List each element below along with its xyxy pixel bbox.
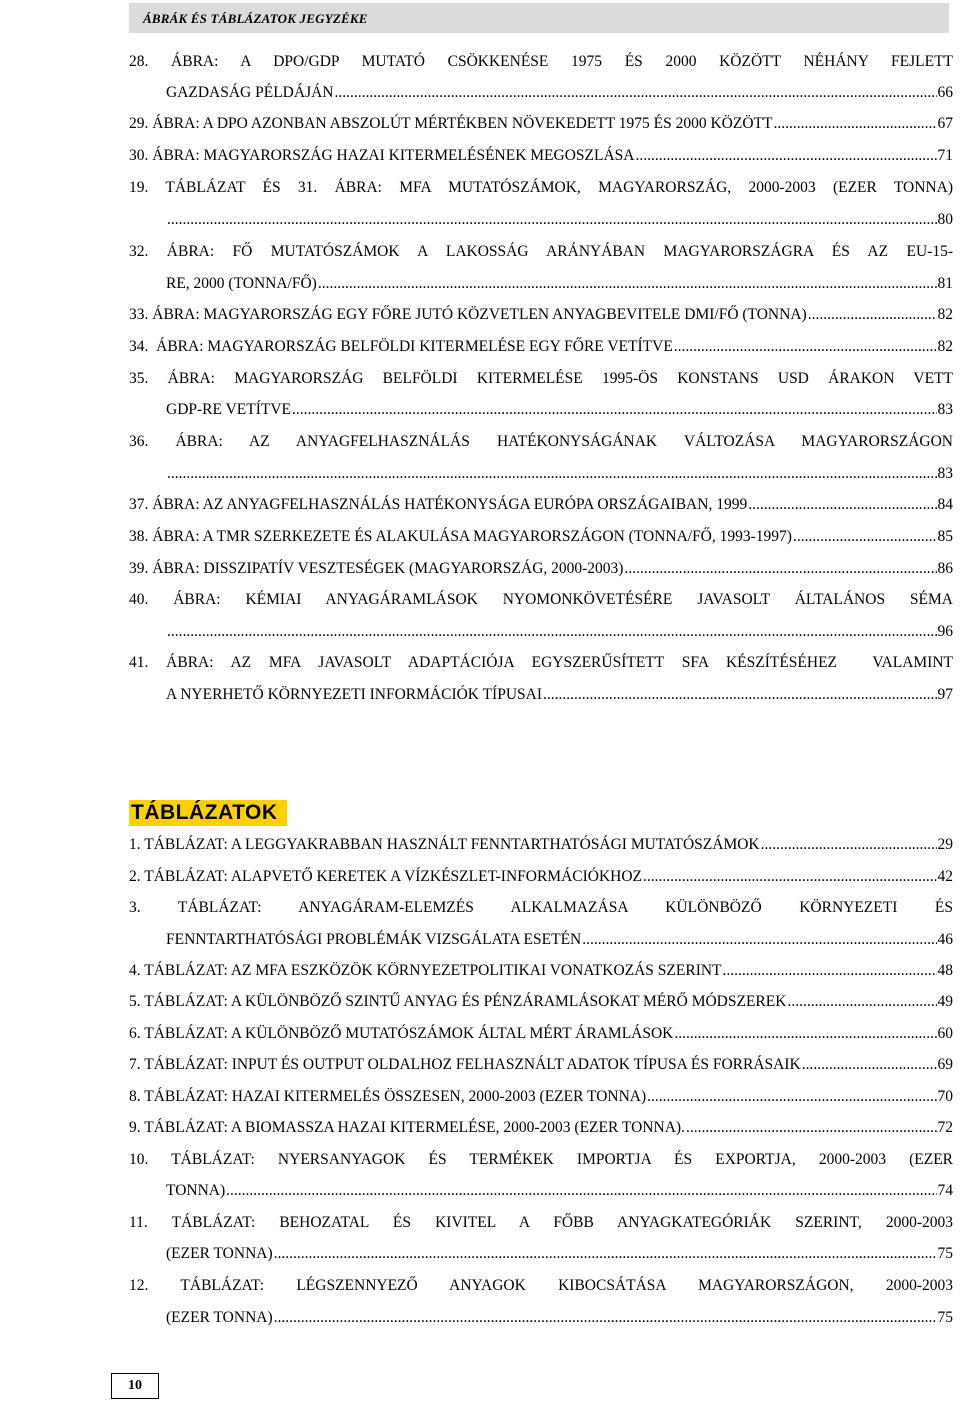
figure-entry-5-cont-text: RE, 2000 (TONNA/FŐ) (166, 275, 317, 292)
page-header (129, 3, 949, 33)
figure-entry-8-text: 35. ÁBRA: MAGYARORSZÁG BELFÖLDI KITERMELÉSE 1995-ÖS KONSTANS USD ÁRAKON VETT (129, 370, 953, 387)
table-entry-8 (129, 1087, 953, 1107)
figure-entry-11-text: 38. ÁBRA: A TMR SZERKEZETE ÉS ALAKULÁSA MAGYARORSZÁGON (TONNA/FŐ, 1993-1997) (129, 528, 792, 545)
figure-entry-10-text: 37. ÁBRA: AZ ANYAGFELHASZNÁLÁS HATÉKONYSÁGA EURÓPA ORSZÁGAIBAN, 1999 (129, 496, 748, 513)
table-entry-5-text: 5. TÁBLÁZAT: A KÜLÖNBÖZŐ SZINTŰ ANYAG ÉS PÉNZÁRAMLÁSOKAT MÉRŐ MÓDSZEREK (129, 993, 787, 1010)
figure-entry-8-cont (166, 400, 953, 420)
table-entry-11-cont-page-number: 75 (937, 1245, 953, 1262)
table-entry-8-page-number: 70 (937, 1088, 953, 1105)
table-entry-3-cont-text: FENNTARTHATÓSÁGI PROBLÉMÁK VIZSGÁLATA ESETÉN (166, 931, 582, 948)
table-entry-2-leader-dots (643, 867, 936, 887)
table-entry-4-text: 4. TÁBLÁZAT: AZ MFA ESZKÖZÖK KÖRNYEZETPOLITIKAI VONATKOZÁS SZERINT (129, 962, 722, 979)
table-entry-2-page-number: 42 (937, 868, 953, 885)
table-entry-10-cont-page-number: 74 (937, 1182, 953, 1199)
table-entry-1-text: 1. TÁBLÁZAT: A LEGGYAKRABBAN HASZNÁLT FENNTARTHATÓSÁGI MUTATÓSZÁMOK (129, 836, 760, 853)
figure-entry-5-cont-leader-dots (318, 274, 937, 294)
figure-entry-6-text: 33. ÁBRA: MAGYARORSZÁG EGY FŐRE JUTÓ KÖZVETLEN ANYAGBEVITELE DMI/FŐ (TONNA) (129, 306, 807, 323)
table-entry-10-cont (166, 1181, 953, 1201)
figure-entry-4-text: 19. TÁBLÁZAT ÉS 31. ÁBRA: MFA MUTATÓSZÁMOK, MAGYARORSZÁG, 2000-2003 (EZER TONNA) (129, 179, 953, 196)
tables-section-title (129, 800, 287, 826)
figure-entry-11-leader-dots (793, 527, 937, 547)
figure-entry-13 (129, 590, 953, 610)
table-entry-9 (129, 1118, 953, 1138)
figure-entry-9-cont-page-number: 83 (937, 465, 953, 482)
figure-entry-7-page-number: 82 (937, 338, 953, 355)
table-entry-2-text: 2. TÁBLÁZAT: ALAPVETŐ KERETEK A VÍZKÉSZLET-INFORMÁCIÓKHOZ (129, 868, 643, 885)
figure-entry-9-cont (166, 464, 953, 484)
table-entry-10-cont-leader-dots (226, 1181, 936, 1201)
table-entry-4-leader-dots (723, 961, 937, 981)
table-entry-6 (129, 1024, 953, 1044)
figure-entry-1-cont (166, 83, 953, 103)
figure-entry-6-page-number: 82 (937, 306, 953, 323)
table-entry-1-leader-dots (761, 835, 937, 855)
table-entry-4-page-number: 48 (937, 962, 953, 979)
figure-entry-10 (129, 495, 953, 515)
table-entry-3 (129, 898, 953, 918)
figure-entry-9-cont-leader-dots (167, 464, 937, 484)
figure-entry-13-cont-page-number: 96 (937, 623, 953, 640)
table-entry-10-text: 10. TÁBLÁZAT: NYERSANYAGOK ÉS TERMÉKEK IMPORTJA ÉS EXPORTJA, 2000-2003 (EZER (129, 1151, 953, 1168)
table-entry-2 (129, 867, 953, 887)
table-entry-8-leader-dots (647, 1087, 936, 1107)
page-number: 10 (111, 1373, 159, 1399)
figure-entry-8-cont-text: GDP-RE VETÍTVE (166, 401, 291, 418)
figure-entry-6 (129, 305, 953, 325)
table-entry-11-cont (166, 1244, 953, 1264)
table-entry-3-cont-page-number: 46 (937, 931, 953, 948)
figure-entry-11 (129, 527, 953, 547)
figure-entry-3 (129, 146, 953, 166)
table-entry-3-text: 3. TÁBLÁZAT: ANYAGÁRAM-ELEMZÉS ALKALMAZÁSA KÜLÖNBÖZŐ KÖRNYEZETI ÉS (129, 899, 953, 916)
table-entry-12-text: 12. TÁBLÁZAT: LÉGSZENNYEZŐ ANYAGOK KIBOCSÁTÁSA MAGYARORSZÁGON, 2000-2003 (129, 1277, 953, 1294)
figure-entry-12-page-number: 86 (937, 560, 953, 577)
table-entry-9-text: 9. TÁBLÁZAT: A BIOMASSZA HAZAI KITERMELÉSE, 2000-2003 (EZER TONNA). (129, 1119, 685, 1136)
figure-entry-14-cont-page-number: 97 (937, 686, 953, 703)
table-entry-1 (129, 835, 953, 855)
table-entry-7-page-number: 69 (937, 1056, 953, 1073)
figure-entry-8-cont-leader-dots (292, 400, 937, 420)
header-title: ÁBRÁK ÉS TÁBLÁZATOK JEGYZÉKE (143, 11, 368, 26)
table-entry-8-text: 8. TÁBLÁZAT: HAZAI KITERMELÉS ÖSSZESEN, 2000-2003 (EZER TONNA) (129, 1088, 647, 1105)
table-entry-11-cont-text: (EZER TONNA) (166, 1245, 273, 1262)
figure-entry-1-cont-page-number: 66 (937, 84, 953, 101)
table-entry-7 (129, 1055, 953, 1075)
figure-entry-3-page-number: 71 (937, 147, 953, 164)
figure-entry-12-text: 39. ÁBRA: DISSZIPATÍV VESZTESÉGEK (MAGYARORSZÁG, 2000-2003) (129, 560, 624, 577)
figure-entry-14-text: 41. ÁBRA: AZ MFA JAVASOLT ADAPTÁCIÓJA EGYSZERŰSÍTETT SFA KÉSZÍTÉSÉHEZ VALAMINT (129, 654, 953, 671)
figure-entry-13-text: 40. ÁBRA: KÉMIAI ANYAGÁRAMLÁSOK NYOMONKÖVETÉSÉRE JAVASOLT ÁLTALÁNOS SÉMA (129, 591, 953, 608)
figure-entry-4 (129, 178, 953, 198)
table-entry-12-cont-leader-dots (274, 1308, 937, 1328)
table-entry-12 (129, 1276, 953, 1296)
figure-entry-1-cont-leader-dots (335, 83, 937, 103)
figure-entry-1-text: 28. ÁBRA: A DPO/GDP MUTATÓ CSÖKKENÉSE 1975 ÉS 2000 KÖZÖTT NÉHÁNY FEJLETT (129, 53, 953, 70)
table-entry-10 (129, 1150, 953, 1170)
figure-entry-2-leader-dots (773, 114, 936, 134)
tables-section-label: TÁBLÁZATOK (131, 801, 278, 824)
figure-entry-4-cont (166, 210, 953, 230)
figure-entry-7 (129, 337, 953, 357)
figure-entry-12-leader-dots (624, 559, 936, 579)
figure-entry-4-cont-leader-dots (167, 210, 937, 230)
figure-entry-14-cont-leader-dots (543, 685, 936, 705)
figure-entry-3-leader-dots (635, 146, 936, 166)
figure-entry-8 (129, 369, 953, 389)
figure-entry-14-cont-text: A NYERHETŐ KÖRNYEZETI INFORMÁCIÓK TÍPUSAI (166, 686, 543, 703)
figure-entry-4-cont-page-number: 80 (937, 211, 953, 228)
table-entry-6-leader-dots (674, 1024, 936, 1044)
table-entry-11-cont-leader-dots (274, 1244, 937, 1264)
table-entry-7-text: 7. TÁBLÁZAT: INPUT ÉS OUTPUT OLDALHOZ FELHASZNÁLT ADATOK TÍPUSA ÉS FORRÁSAIK (129, 1056, 801, 1073)
figure-entry-6-leader-dots (808, 305, 937, 325)
figure-entry-7-text: 34. ÁBRA: MAGYARORSZÁG BELFÖLDI KITERMELÉSE EGY FŐRE VETÍTVE (129, 338, 673, 355)
table-entry-5-page-number: 49 (937, 993, 953, 1010)
figure-entry-2-page-number: 67 (937, 115, 953, 132)
figure-entry-2-text: 29. ÁBRA: A DPO AZONBAN ABSZOLÚT MÉRTÉKBEN NÖVEKEDETT 1975 ÉS 2000 KÖZÖTT (129, 115, 773, 132)
figure-entry-10-leader-dots (748, 495, 936, 515)
table-entry-3-cont (166, 930, 953, 950)
table-entry-11 (129, 1213, 953, 1233)
figure-entry-14 (129, 653, 953, 673)
figure-entry-2 (129, 114, 953, 134)
figure-entry-13-cont-leader-dots (167, 622, 937, 642)
table-entry-12-cont-page-number: 75 (937, 1309, 953, 1326)
table-entry-9-leader-dots (686, 1118, 937, 1138)
table-entry-4 (129, 961, 953, 981)
table-entry-12-cont-text: (EZER TONNA) (166, 1309, 273, 1326)
figure-entry-12 (129, 559, 953, 579)
table-entry-10-cont-text: TONNA) (166, 1182, 226, 1199)
figure-entry-5-cont (166, 274, 953, 294)
table-entry-3-cont-leader-dots (582, 930, 936, 950)
figure-entry-3-text: 30. ÁBRA: MAGYARORSZÁG HAZAI KITERMELÉSÉNEK MEGOSZLÁSA (129, 147, 635, 164)
figure-entry-7-leader-dots (674, 337, 937, 357)
table-entry-6-page-number: 60 (937, 1025, 953, 1042)
table-entry-9-page-number: 72 (937, 1119, 953, 1136)
figure-entry-5-text: 32. ÁBRA: FŐ MUTATÓSZÁMOK A LAKOSSÁG ARÁNYÁBAN MAGYARORSZÁGRA ÉS AZ EU-15- (129, 243, 953, 260)
figure-entry-14-cont (166, 685, 953, 705)
figure-entry-9-text: 36. ÁBRA: AZ ANYAGFELHASZNÁLÁS HATÉKONYSÁGÁNAK VÁLTOZÁSA MAGYARORSZÁGON (129, 433, 953, 450)
table-entry-11-text: 11. TÁBLÁZAT: BEHOZATAL ÉS KIVITEL A FŐBB ANYAGKATEGÓRIÁK SZERINT, 2000-2003 (129, 1214, 953, 1231)
figure-entry-5 (129, 242, 953, 262)
figure-entry-1-cont-text: GAZDASÁG PÉLDÁJÁN (166, 84, 334, 101)
figure-entry-1 (129, 52, 953, 72)
table-entry-5-leader-dots (787, 992, 936, 1012)
figure-entry-10-page-number: 84 (937, 496, 953, 513)
figure-entry-8-cont-page-number: 83 (937, 401, 953, 418)
table-entry-5 (129, 992, 953, 1012)
table-entry-12-cont (166, 1308, 953, 1328)
table-entry-7-leader-dots (802, 1055, 937, 1075)
table-entry-1-page-number: 29 (937, 836, 953, 853)
figure-entry-13-cont (166, 622, 953, 642)
figure-entry-5-cont-page-number: 81 (937, 275, 953, 292)
figure-entry-9 (129, 432, 953, 452)
table-entry-6-text: 6. TÁBLÁZAT: A KÜLÖNBÖZŐ MUTATÓSZÁMOK ÁLTAL MÉRT ÁRAMLÁSOK (129, 1025, 674, 1042)
figure-entry-11-page-number: 85 (937, 528, 953, 545)
